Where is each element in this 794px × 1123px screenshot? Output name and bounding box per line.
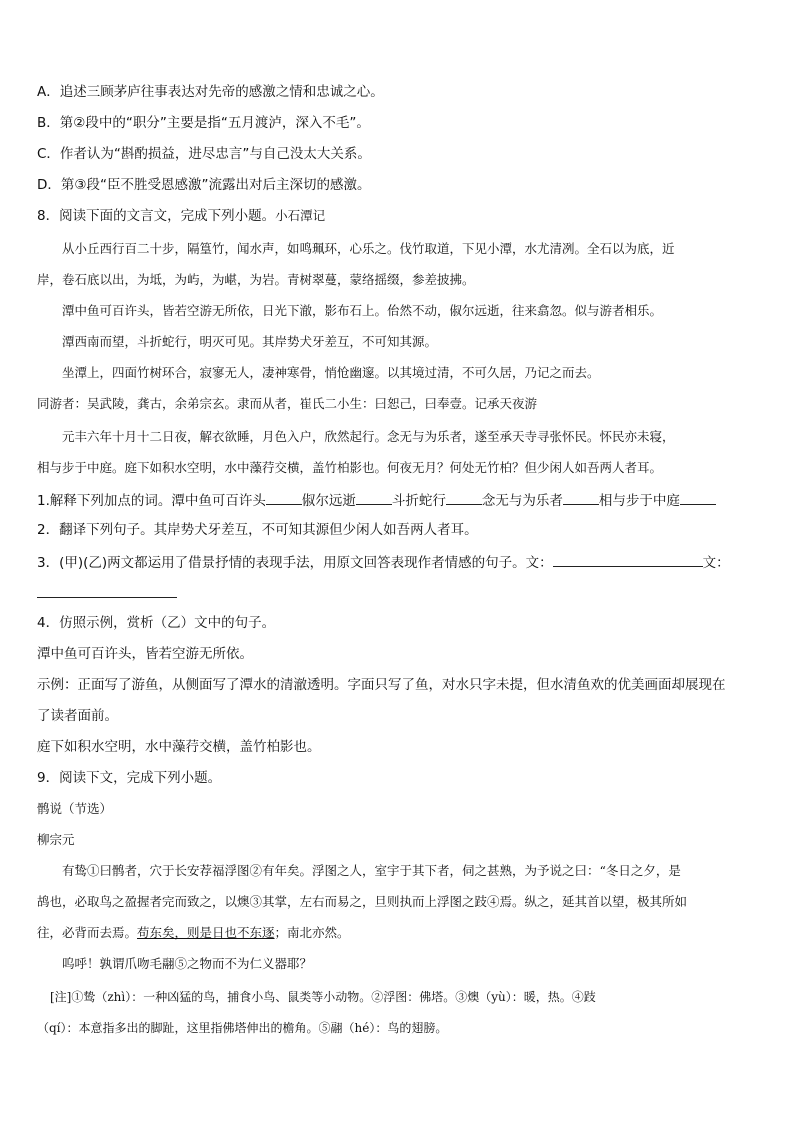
passage-2-line: 相与步于中庭。庭下如积水空明，水中藻荇交横，盖竹柏影也。何夜无月？何处无竹柏？但少闲人如吾两人者耳。 — [37, 460, 663, 475]
option-d: D．第③段“臣不胜受恩感激”流露出对后主深切的感激。 — [37, 177, 371, 193]
answer-blank[interactable] — [356, 490, 392, 505]
q4-target-sentence: 庭下如积水空明，水中藻荇交横，盖竹柏影也。 — [37, 739, 321, 755]
q1-item: 俶尔远逝 — [301, 493, 356, 509]
option-b: B．第②段中的“职分”主要是指“五月渡泸，深入不毛”。 — [37, 115, 370, 131]
passage-1-line: 潭中鱼可百许头，皆若空游无所依，日光下澈，影布石上。佁然不动，俶尔远逝，往来翕忽。似与游者相乐。 — [62, 303, 663, 318]
q3-text: 3．(甲)(乙)两文都运用了借景抒情的表现手法，用原文回答表现作者情感的句子。文： — [37, 555, 553, 571]
q1-item: 斗折蛇行 — [391, 493, 446, 509]
answer-blank[interactable] — [680, 490, 716, 505]
passage-1-line: 岸，卷石底以出，为坻，为屿，为嵁，为岩。青树翠蔓，蒙络摇缀，参差披拂。 — [37, 272, 475, 287]
passage-3-line — [37, 924, 757, 942]
q4-sample-sentence: 潭中鱼可百许头，皆若空游无所依。 — [37, 646, 253, 662]
passage-3-line: 呜呼！孰谓爪吻毛翮⑤之物而不为仁义器耶？ — [62, 956, 313, 971]
q1-item: 1.解释下列加点的词。潭中鱼可百许头 — [37, 493, 266, 509]
q4-example: 了读者面前。 — [37, 708, 118, 724]
question-3 — [37, 552, 757, 572]
q1-item: 相与步于中庭 — [598, 493, 680, 509]
q3-text-2: 文： — [702, 555, 730, 571]
question-2: 2．翻译下列句子。其岸势犬牙差互，不可知其源但少闲人如吾两人者耳。 — [37, 522, 478, 538]
question-8-heading — [37, 207, 757, 225]
passage-2-line: 元丰六年十月十二日夜，解衣欲睡，月色入户，欣然起行。念无与为乐者，遂至承天寺寻张怀民。怀民亦未寝， — [62, 429, 675, 444]
passage-text: 往，必背而去焉。 — [37, 925, 138, 940]
q4-example: 示例：正面写了游鱼，从侧面写了潭水的清澈透明。字面只写了鱼，对水只字未提，但水清鱼欢的优美画面却展现在 — [37, 677, 726, 693]
q1-item: 念无与为乐者 — [481, 493, 563, 509]
question-9: 9．阅读下文，完成下列小题。 — [37, 770, 222, 786]
passage-1-line: 潭西南而望，斗折蛇行，明灭可见。其岸势犬牙差互，不可知其源。 — [62, 334, 438, 349]
option-c: C．作者认为“斟酌损益，进尽忠言”与自己没太大关系。 — [37, 146, 371, 162]
annotation-line: [注]①鸷（zhì）：一种凶猛的鸟，捕食小鸟、鼠类等小动物。②浮图：佛塔。③燠（yù）：暖，热。④跂 — [50, 990, 596, 1004]
question-3-continued — [37, 583, 757, 603]
question-1 — [37, 490, 757, 510]
answer-blank[interactable] — [266, 490, 302, 505]
text-title-1: 小石潭记 — [275, 208, 326, 223]
passage-3-line: 有鸷①曰鹘者，穴于长安荐福浮图②有年矣。浮图之人，室宇于其下者，伺之甚熟，为予说之曰：“冬日之夕，是 — [62, 863, 681, 878]
text-author: 柳宗元 — [37, 832, 75, 847]
answer-blank[interactable] — [37, 583, 177, 598]
question-8-text: 8．阅读下面的文言文，完成下列小题。 — [37, 208, 276, 224]
passage-text: ；南北亦然。 — [274, 925, 350, 940]
passage-1-line: 坐潭上，四面竹树环合，寂寥无人，凄神寒骨，悄怆幽邃。以其境过清，不可久居，乃记之而去。 — [62, 365, 600, 380]
option-a: A．追述三顾茅庐往事表达对先帝的感激之情和忠诚之心。 — [37, 84, 384, 100]
passage-1-line: 同游者：吴武陵，龚古，余弟宗玄。隶而从者，崔氏二小生：曰恕己，曰奉壹。记承天夜游 — [37, 396, 538, 411]
annotation-line: （qí）：本意指多出的脚趾，这里指佛塔伸出的檐角。⑤翮（hé）：鸟的翅膀。 — [37, 1021, 448, 1035]
answer-blank[interactable] — [446, 490, 482, 505]
passage-3-line: 鸪也，必取鸟之盈握者完而致之，以燠③其掌，左右而易之，旦则执而上浮图之跂④焉。纵之，延其首以望，极其所如 — [37, 894, 688, 909]
answer-blank[interactable] — [563, 490, 599, 505]
answer-blank[interactable] — [553, 552, 703, 567]
text-title-2: 鹘说（节选） — [37, 801, 113, 816]
question-4: 4．仿照示例，赏析（乙）文中的句子。 — [37, 615, 276, 631]
passage-1-line: 从小丘西行百二十步，隔篁竹，闻水声，如鸣珮环，心乐之。伐竹取道，下见小潭，水尤清冽。全石以为底，近 — [62, 241, 675, 256]
underlined-sentence: 苟东矣，则是日也不东逐 — [137, 925, 275, 940]
